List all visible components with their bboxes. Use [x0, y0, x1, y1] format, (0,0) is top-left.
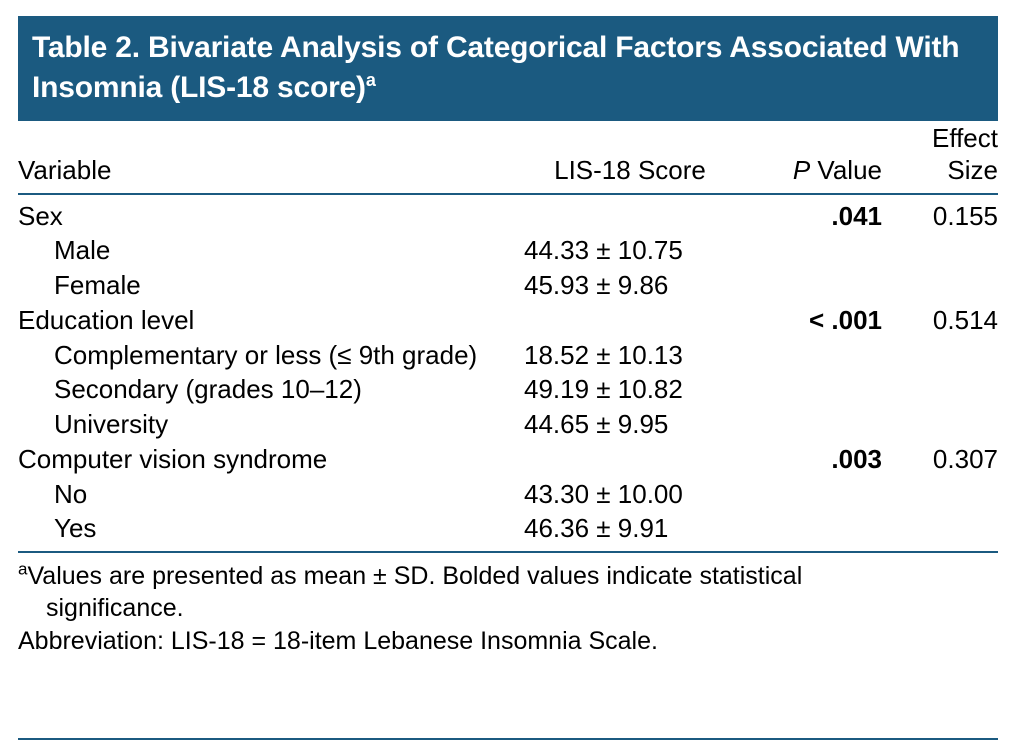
row-score: 44.65 ± 9.95: [524, 409, 669, 440]
table-row: [18, 407, 998, 442]
row-pvalue: [748, 407, 888, 442]
row-effect-size: [888, 511, 998, 551]
row-effect-size: [888, 372, 998, 407]
row-variable: Male: [54, 235, 111, 266]
row-score: 49.19 ± 10.82: [524, 374, 683, 405]
row-score: [518, 303, 748, 338]
row-variable: Yes: [54, 513, 97, 544]
row-effect-size: 0.307: [932, 443, 998, 474]
row-variable: University: [54, 409, 169, 440]
table-title-text: Table 2. Bivariate Analysis of Categorical Factors Associated With Insomnia (LIS-18 score): [32, 31, 960, 104]
row-score: 45.93 ± 9.86: [524, 270, 669, 301]
table-closing-rule: [18, 738, 998, 740]
row-effect-size: 0.514: [932, 304, 998, 335]
row-effect-size: [888, 338, 998, 373]
table-row: [18, 338, 998, 373]
row-effect-size: [888, 233, 998, 268]
column-header-effect-size: [888, 121, 998, 193]
row-pvalue: [748, 511, 888, 551]
column-header-score: LIS-18 Score: [518, 121, 748, 193]
row-pvalue: [748, 477, 888, 512]
pvalue-italic-p: P: [792, 154, 811, 185]
footnote-a: [18, 561, 998, 624]
row-score: 43.30 ± 10.00: [524, 478, 683, 509]
row-score: 46.36 ± 9.91: [524, 513, 669, 544]
effect-size-line1: Effect: [931, 123, 998, 154]
results-table: [18, 121, 998, 551]
footnote-marker-a: a: [18, 559, 28, 579]
table-row: [18, 233, 998, 268]
table-row: [18, 303, 998, 338]
row-pvalue: [748, 233, 888, 268]
row-pvalue: [748, 268, 888, 303]
row-variable: Computer vision syndrome: [18, 443, 328, 474]
row-effect-size: 0.155: [932, 200, 998, 231]
footnote-a-line2: significance.: [46, 593, 184, 622]
table-footnotes: [18, 553, 998, 658]
row-pvalue: .041: [831, 200, 882, 231]
table-body: [18, 194, 998, 552]
row-score: 18.52 ± 10.13: [524, 339, 683, 370]
pvalue-word: Value: [817, 154, 882, 185]
table-row: [18, 372, 998, 407]
row-variable: Education level: [18, 304, 195, 335]
row-variable: Secondary (grades 10–12): [54, 374, 362, 405]
row-variable: Sex: [18, 200, 63, 231]
row-pvalue: [748, 372, 888, 407]
row-variable: Female: [54, 270, 141, 301]
row-variable: No: [54, 478, 88, 509]
row-score: [518, 442, 748, 477]
row-pvalue: [748, 338, 888, 373]
table-title: [18, 16, 998, 121]
row-pvalue: .003: [831, 443, 882, 474]
row-effect-size: [888, 407, 998, 442]
row-pvalue: < .001: [808, 304, 882, 335]
row-score: 44.33 ± 10.75: [524, 235, 683, 266]
footnote-abbreviation: Abbreviation: LIS-18 = 18-item Lebanese Insomnia Scale.: [18, 627, 658, 656]
table-row: [18, 442, 998, 477]
table-row: [18, 268, 998, 303]
column-header-pvalue: [748, 121, 888, 193]
effect-size-line2: Size: [947, 154, 998, 185]
table-row: [18, 194, 998, 234]
row-effect-size: [888, 477, 998, 512]
row-variable: Complementary or less (≤ 9th grade): [54, 339, 478, 370]
footnote-a-line1: Values are presented as mean ± SD. Bolded values indicate statistical: [27, 562, 803, 591]
table-title-footnote-marker: a: [365, 69, 376, 90]
table-header: [18, 121, 998, 193]
row-effect-size: [888, 268, 998, 303]
column-header-variable: Variable: [18, 121, 518, 193]
table-row: [18, 477, 998, 512]
table-row: [18, 511, 998, 551]
row-score: [518, 194, 748, 234]
